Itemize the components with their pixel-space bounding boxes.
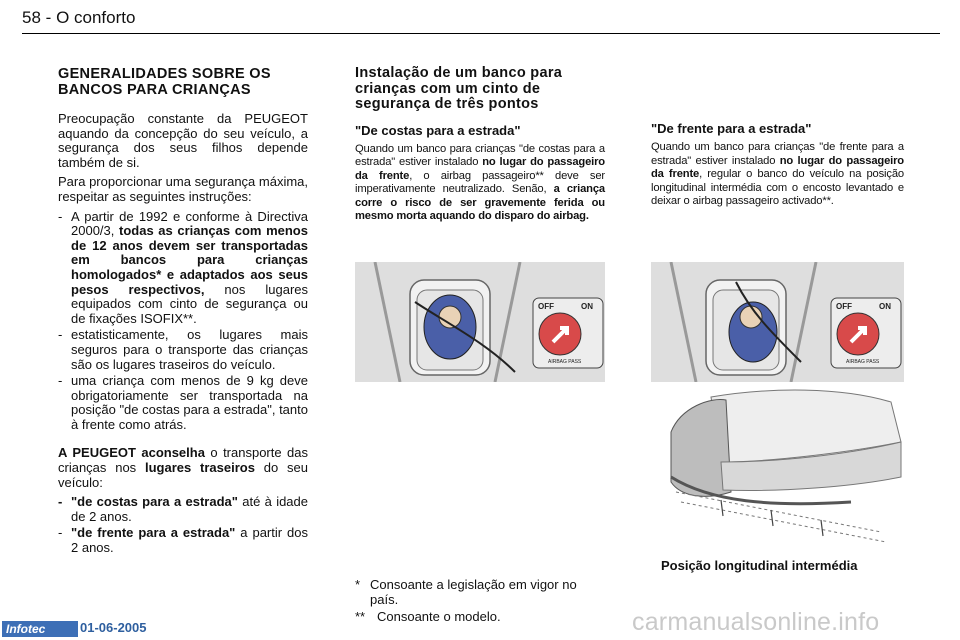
watermark: carmanualsonline.info bbox=[632, 608, 880, 636]
forward-facing-label: "de frente para a estrada" bbox=[71, 525, 236, 541]
switch-off-label: OFF bbox=[538, 302, 554, 311]
footnotes bbox=[355, 577, 605, 626]
recommendation-text: o transporte das crianças nos bbox=[58, 445, 309, 476]
rear-seats-bold: lugares traseiros bbox=[144, 460, 255, 476]
warning-bold: a criança corre o risco de ser gravemente ferida ou mesmo morta aquando do disparo do airbag. bbox=[355, 183, 605, 222]
rear-facing-subtitle: "De costas para a estrada" bbox=[355, 122, 521, 138]
bullet-dash: - bbox=[58, 327, 63, 343]
rear-facing-seat-illustration bbox=[355, 262, 605, 382]
footnote-mark: ** bbox=[355, 609, 366, 624]
item-text: uma criança com menos de 9 kg deve obrigatoriamente ser transportada na posição "de costas para a estrada", tanto à frente como atrás. bbox=[71, 373, 308, 432]
page-number: 58 bbox=[22, 8, 41, 27]
column-forward-facing bbox=[651, 121, 904, 209]
list-item bbox=[58, 210, 308, 327]
list-item bbox=[58, 526, 308, 555]
bullet-dash: - bbox=[58, 525, 63, 541]
recommendation-bold: A PEUGEOT aconselha bbox=[58, 445, 205, 461]
column-installation bbox=[355, 66, 605, 224]
item-text: a partir dos 2 anos. bbox=[71, 525, 308, 556]
page-section-title: O conforto bbox=[56, 8, 136, 27]
text-span: , o airbag passageiro** deve ser imperativamente neutralizado. Senão, bbox=[355, 169, 605, 195]
footnote-text: Consoante o modelo. bbox=[377, 609, 501, 624]
text-span: Quando um banco para crianças "de costas para a estrada" estiver instalado bbox=[355, 142, 605, 168]
bold-span: no lugar do passageiro da frente bbox=[651, 154, 904, 180]
item-text: nos lugares equipados com cinto de segurança ou de fixações ISOFIX**. bbox=[71, 281, 308, 326]
seat-position-illustration bbox=[651, 382, 904, 552]
footnote-mark: * bbox=[355, 577, 361, 592]
section-title-installation: Instalação de um banco para crianças com um cinto de segurança de três pontos bbox=[355, 65, 563, 112]
forward-facing-text bbox=[651, 141, 904, 209]
airbag-label: AIRBAG PASS bbox=[548, 359, 582, 365]
seat-rail-svg bbox=[651, 382, 904, 552]
item-bold-text: todas as crianças com menos de 12 anos devem ser transportadas em bancos para crianças homologados* e adaptados aos seus pesos respectivos, bbox=[71, 223, 308, 297]
recommendation-paragraph bbox=[58, 446, 308, 490]
footnote-text: Consoante a legislação em vigor no país. bbox=[370, 577, 577, 607]
rear-facing-label: "de costas para a estrada" bbox=[71, 494, 238, 510]
list-item bbox=[58, 495, 308, 524]
rear-facing-text bbox=[355, 143, 605, 224]
recommendation-end: do seu veículo: bbox=[58, 460, 308, 490]
bullet-dash: - bbox=[58, 208, 63, 224]
switch-on-label: ON bbox=[879, 302, 891, 311]
page-header bbox=[22, 8, 135, 28]
item-text: até à idade de 2 anos. bbox=[71, 494, 308, 524]
text-span: Quando um banco para crianças "de frente para a estrada" estiver instalado bbox=[651, 141, 904, 167]
forward-facing-subtitle: "De frente para a estrada" bbox=[651, 121, 812, 136]
list-item bbox=[58, 374, 308, 432]
header-separator: - bbox=[45, 8, 52, 27]
bullet-dash: - bbox=[58, 494, 63, 510]
infotec-logo: Infotec bbox=[2, 621, 78, 637]
header-rule bbox=[22, 33, 940, 34]
item-text: estatisticamente, os lugares mais seguros para o transporte das crianças são os lugares traseiros do veículo. bbox=[71, 327, 308, 372]
text-span: , regular o banco do veículo na posição longitudinal intermédia com o encosto levantado e deixar o airbag passageiro activado**. bbox=[651, 168, 904, 207]
footnote bbox=[355, 609, 605, 624]
rear-facing-seat-svg bbox=[355, 262, 605, 382]
item-text: A partir de 1992 e conforme à Directiva 2000/3, bbox=[71, 208, 308, 239]
instructions-lead: Para proporcionar uma segurança máxima, respeitar as seguintes instruções: bbox=[58, 174, 309, 204]
switch-on-label: ON bbox=[581, 302, 593, 311]
seat-position-caption: Posição longitudinal intermédia bbox=[661, 558, 858, 573]
airbag-label: AIRBAG PASS bbox=[846, 359, 880, 365]
bullet-dash: - bbox=[58, 373, 63, 389]
forward-facing-seat-svg bbox=[651, 262, 904, 382]
intro-paragraph: Preocupação constante da PEUGEOT aquando da concepção do seu veículo, a segurança dos seus filhos depende também de si. bbox=[58, 111, 308, 170]
footnote bbox=[355, 577, 605, 607]
forward-facing-seat-illustration bbox=[651, 262, 904, 382]
list-item bbox=[58, 328, 308, 372]
bold-span: no lugar do passageiro da frente bbox=[355, 156, 605, 182]
switch-off-label: OFF bbox=[836, 302, 852, 311]
column-general bbox=[58, 67, 308, 558]
footer-date: 01-06-2005 bbox=[80, 620, 147, 635]
section-title-general: GENERALIDADES SOBRE OS BANCOS PARA CRIANÇAS bbox=[58, 66, 271, 98]
